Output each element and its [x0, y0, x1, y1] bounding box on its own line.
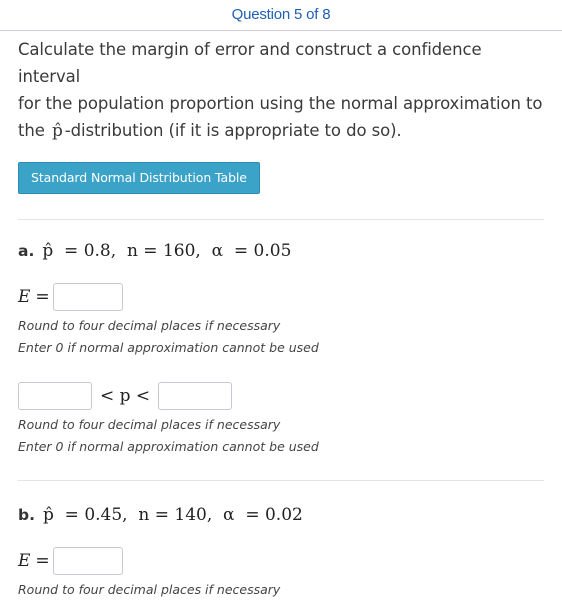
part-a-interval-row	[18, 382, 544, 410]
part-a-round-hint: Round to four decimal places if necessary	[18, 318, 281, 333]
part-b-round-hint: Round to four decimal places if necessary	[18, 582, 281, 597]
part-a-zero-hint: Enter 0 if normal approximation cannot be used	[18, 340, 319, 355]
part-a-formula: p̂ = 0.8, n = 160, α = 0.05	[42, 241, 292, 261]
question-content	[0, 36, 562, 601]
question-line-1: Calculate the margin of error and construct a confidence interval	[18, 40, 482, 86]
part-b-header	[18, 505, 544, 525]
part-a-upper-bound-input[interactable]	[158, 382, 232, 410]
question-line-2: for the population proportion using the normal approximation to	[18, 94, 543, 113]
question-line-3	[18, 117, 544, 145]
part-b-margin-input[interactable]	[53, 547, 123, 575]
part-a-letter: a.	[18, 242, 35, 260]
part-b-formula: p̂ = 0.45, n = 140, α = 0.02	[42, 505, 303, 525]
margin-of-error-label: E	[18, 551, 31, 571]
part-a-zero-hint-2: Enter 0 if normal approximation cannot be used	[18, 439, 319, 454]
equals-sign: =	[35, 551, 50, 571]
question-line-3-prefix: the	[18, 121, 45, 140]
question-header	[0, 0, 562, 31]
part-b-margin-row	[18, 547, 544, 575]
question-counter: Question 5 of 8	[231, 6, 331, 23]
question-prompt	[18, 36, 544, 145]
standard-normal-table-button[interactable]: Standard Normal Distribution Table	[18, 162, 260, 194]
part-a-margin-row	[18, 283, 544, 311]
question-line-3-suffix: -distribution (if it is appropriate to do so).	[64, 121, 402, 140]
part-a-lower-bound-input[interactable]	[18, 382, 92, 410]
part-b	[18, 481, 544, 601]
interval-inequality: < p <	[100, 386, 151, 406]
part-b-letter: b.	[18, 506, 35, 524]
part-a-margin-input[interactable]	[53, 283, 123, 311]
margin-of-error-label: E	[18, 287, 31, 307]
p-hat-symbol: p̂	[51, 121, 63, 141]
part-a	[18, 220, 544, 458]
part-a-header	[18, 241, 544, 261]
part-a-round-hint-2: Round to four decimal places if necessary	[18, 417, 281, 432]
equals-sign: =	[35, 287, 50, 307]
